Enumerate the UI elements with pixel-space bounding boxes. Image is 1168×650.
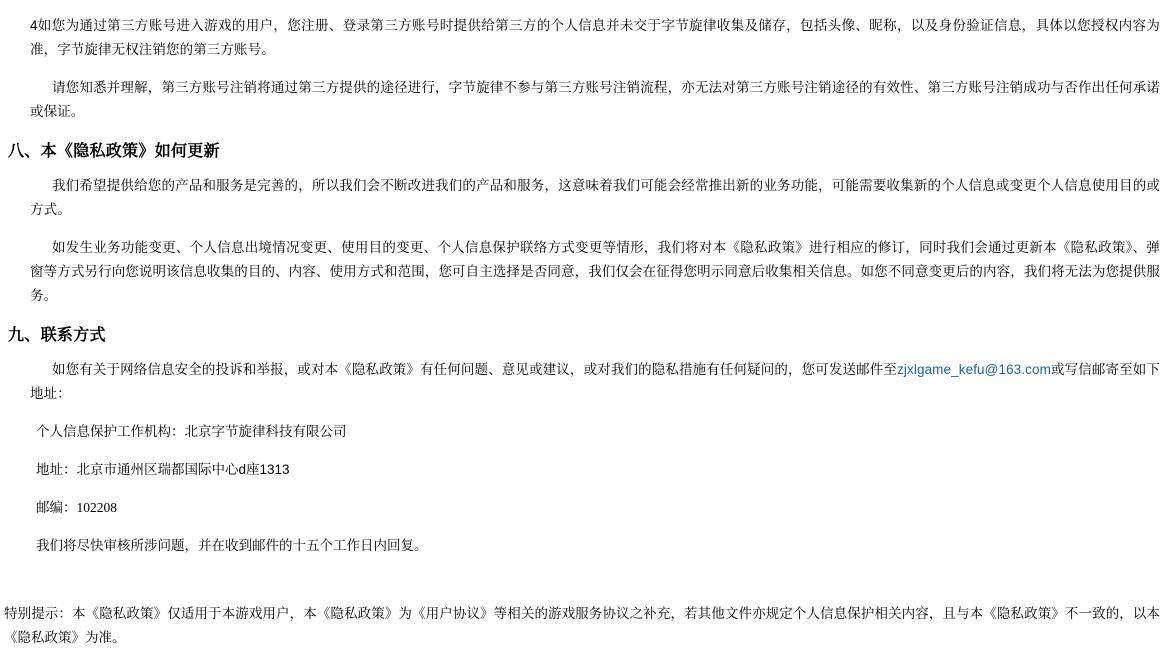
footer-special-notice: 特别提示：本《隐私政策》仅适用于本游戏用户，本《隐私政策》为《用户协议》等相关的游戏服务协议之补充，若其他文件亦规定个人信息保护相关内容，且与本《隐私政策》不一致的，以本《隐私政策》为准。: [4, 606, 1160, 645]
address-line-response-time: 我们将尽快审核所涉问题，并在收到邮件的十五个工作日内回复。: [36, 538, 428, 553]
address-line-street: 地址：北京市通州区瑞都国际中心d座1313: [36, 462, 290, 477]
paragraph-third-party-account-cancel: 请您知悉并理解，第三方账号注销将通过第三方提供的途径进行，字节旋律不参与第三方账号注销流程，亦无法对第三方账号注销途径的有效性、第三方账号注销成功与否作出任何承诺或保证。: [30, 80, 1160, 119]
contact-address-block: [0, 420, 1168, 558]
section-heading-9: 九、联系方式: [8, 327, 106, 344]
section-spacer: [0, 572, 1168, 602]
paragraph-third-party-account-note: 4如您为通过第三方账号进入游戏的用户，您注册、登录第三方账号时提供给第三方的个人信息并未交于字节旋律收集及储存，包括头像、昵称，以及身份验证信息，具体以您授权内容为准，字节旋律无权注销您的第三方账号。: [30, 18, 1160, 57]
contact-intro-after-email: 或写信邮寄至如下地址：: [30, 362, 1160, 401]
contact-intro-before-email: 如您有关于网络信息安全的投诉和举报，或对本《隐私政策》有任何问题、意见或建议，或对我们的隐私措施有任何疑问的，您可发送邮件至: [52, 362, 898, 377]
address-line-organization: 个人信息保护工作机构：北京字节旋律科技有限公司: [36, 424, 347, 439]
paragraph-policy-update-1: 我们希望提供给您的产品和服务是完善的，所以我们会不断改进我们的产品和服务，这意味着我们可能会经常推出新的业务功能，可能需要收集新的个人信息或变更个人信息使用目的或方式。: [30, 178, 1160, 217]
address-line-postcode: 邮编：102208: [36, 500, 117, 515]
section-heading-8: 八、本《隐私政策》如何更新: [8, 143, 220, 160]
paragraph-policy-update-2: 如发生业务功能变更、个人信息出境情况变更、使用目的变更、个人信息保护联络方式变更等情形，我们将对本《隐私政策》进行相应的修订，同时我们会通过更新本《隐私政策》、弹窗等方式另行向您说明该信息收集的目的、内容、使用方式和范围，您可自主选择是否同意，我们仅会在征得您明示同意后收集相关信息。如您不同意变更后的内容，我们将无法为您提供服务。: [30, 240, 1160, 303]
paragraph-contact-intro: [0, 358, 1168, 406]
contact-email-link[interactable]: zjxlgame_kefu@163.com: [897, 362, 1051, 377]
